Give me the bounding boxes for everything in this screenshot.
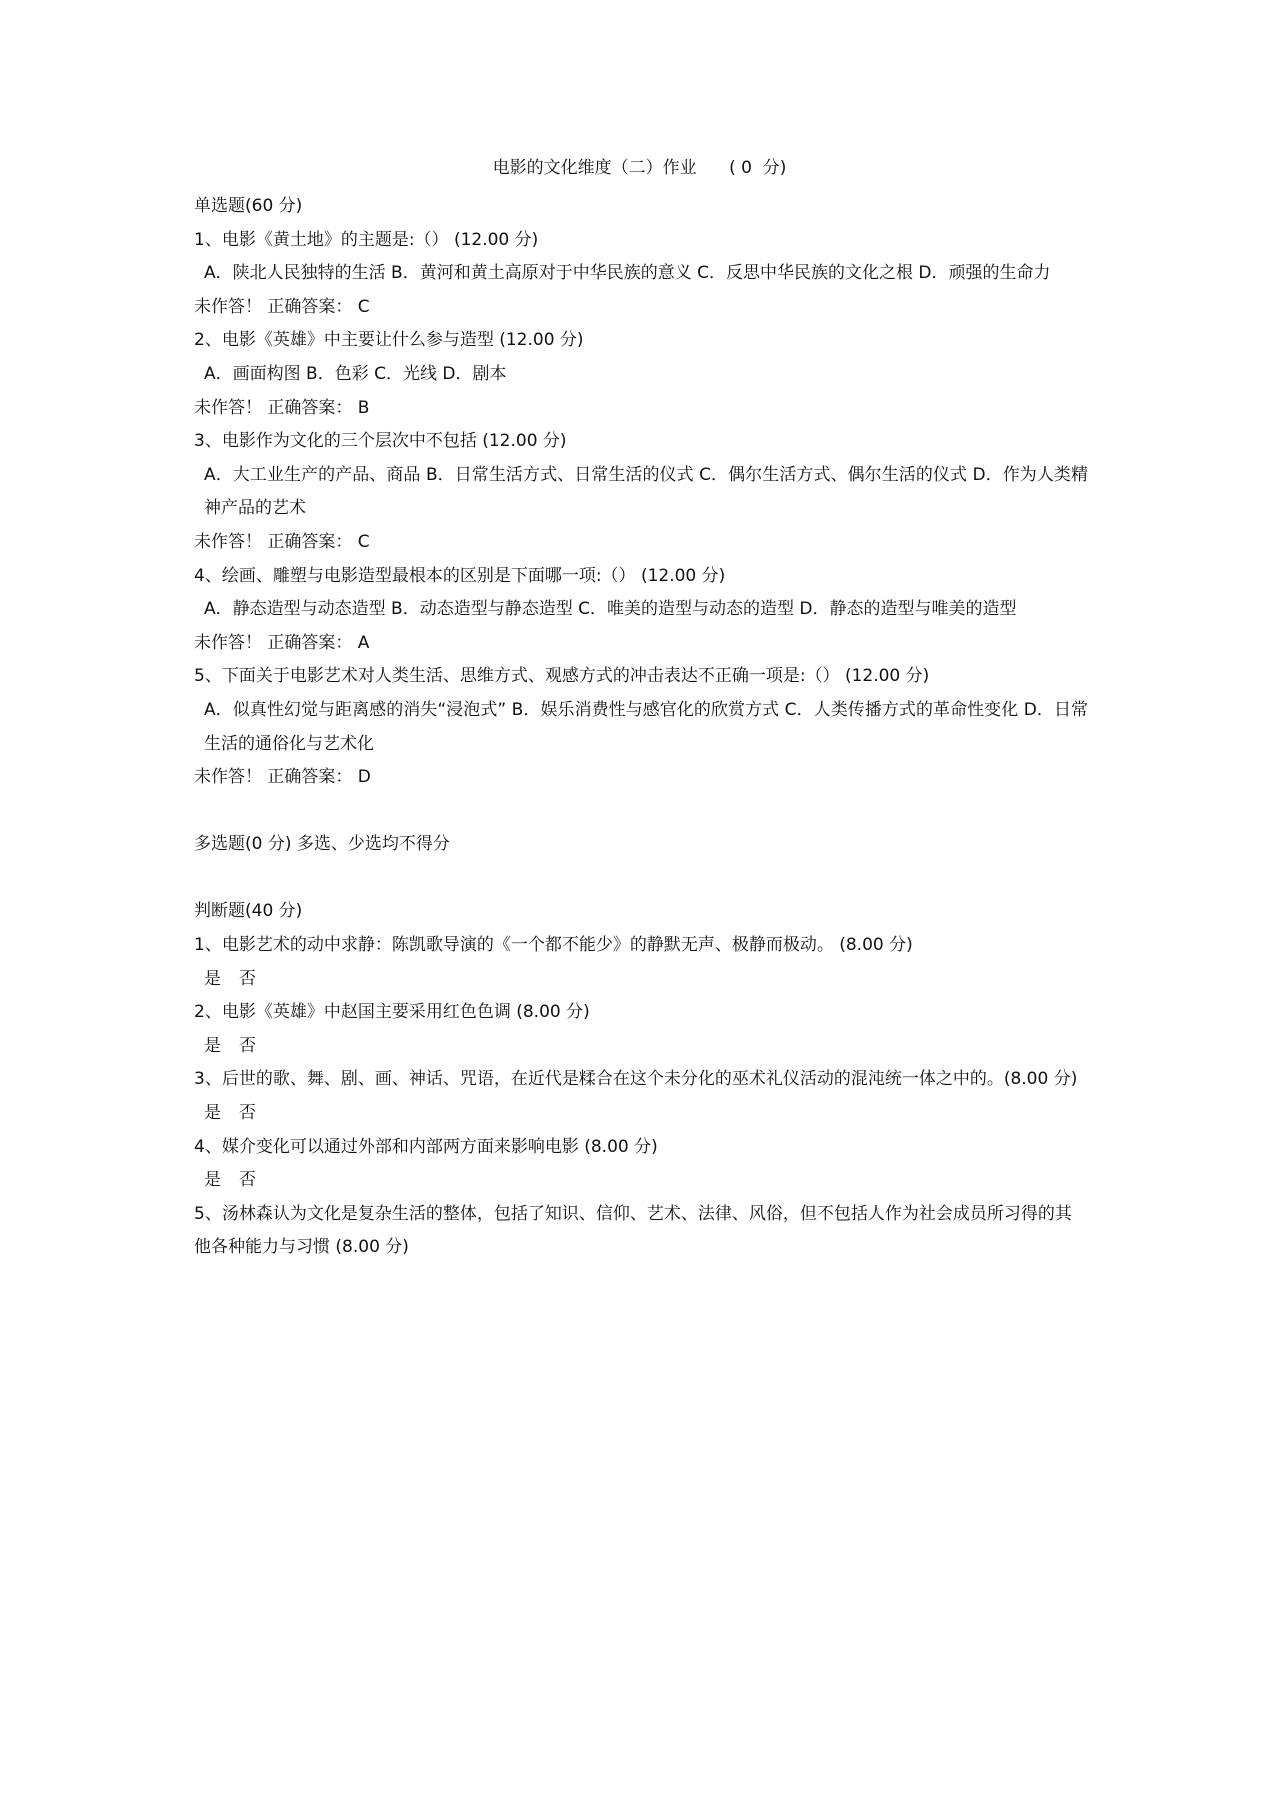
single-choice-heading: 单选题(60 分) (194, 196, 303, 216)
yes-option: 是 (204, 1170, 221, 1191)
yes-option: 是 (204, 968, 221, 989)
single-question-2: 2、电影《英雄》中主要让什么参与造型 (12.00 分) (194, 330, 584, 351)
judge-question-4: 4、媒介变化可以通过外部和内部两方面来影响电影 (8.00 分) (194, 1136, 658, 1157)
judge-question-3: 3、后世的歌、舞、剧、画、神话、咒语，在近代是糅合在这个未分化的巫术礼仪活动的混沌统一体之中的。(8.00 分) (194, 1069, 1078, 1090)
single-question-5-options: A．似真性幻觉与距离感的消失“浸泡式” B．娱乐消费性与感官化的欣赏方式 C．人类传播方式的革命性变化 D．日常生活的通俗化与艺术化 (204, 699, 1088, 754)
yes-option: 是 (204, 1103, 221, 1124)
single-question-4-options: A．静态造型与动态造型 B．动态造型与静态造型 C．唯美的造型与动态的造型 D．静态的造型与唯美的造型 (204, 599, 1017, 620)
single-question-2-answer: 未作答！ 正确答案： B (194, 397, 370, 418)
no-option: 否 (239, 1035, 256, 1056)
single-question-1-answer: 未作答！ 正确答案： C (194, 296, 370, 317)
section-spacer (194, 862, 1088, 896)
section-spacer (194, 795, 1088, 829)
no-option: 否 (239, 968, 256, 989)
single-question-1-options: A．陕北人民独特的生活 B．黄河和黄土高原对于中华民族的意义 C．反思中华民族的文化之根 D．顽强的生命力 (204, 263, 1051, 284)
judge-question-4-options (194, 1164, 1088, 1198)
yes-option: 是 (204, 1035, 221, 1056)
judge-question-5: 5、汤林森认为文化是复杂生活的整体，包括了知识、信仰、艺术、法律、风俗，但不包括人作为社会成员所习得的其他各种能力与习惯 (8.00 分) (194, 1203, 1072, 1258)
page-title: 电影的文化维度（二）作业 ( 0 分) (492, 158, 787, 178)
no-option: 否 (239, 1170, 256, 1191)
no-option: 否 (239, 1103, 256, 1124)
judge-question-1: 1、电影艺术的动中求静：陈凯歌导演的《一个都不能少》的静默无声、极静而极动。 (8.00 分) (194, 935, 913, 956)
judge-heading: 判断题(40 分) (194, 901, 303, 922)
single-question-5-answer: 未作答！ 正确答案： D (194, 767, 371, 788)
single-question-3-options: A．大工业生产的产品、商品 B．日常生活方式、日常生活的仪式 C．偶尔生活方式、偶尔生活的仪式 D．作为人类精神产品的艺术 (204, 464, 1088, 519)
judge-question-1-options (194, 963, 1088, 997)
single-question-2-options: A．画面构图 B．色彩 C．光线 D．剧本 (204, 363, 507, 384)
single-question-4-answer: 未作答！ 正确答案： A (194, 632, 370, 653)
judge-question-3-options (194, 1097, 1088, 1131)
single-question-5: 5、下面关于电影艺术对人类生活、思维方式、观感方式的冲击表达不正确一项是:（） (12.00 分) (194, 666, 930, 687)
single-question-4: 4、绘画、雕塑与电影造型最根本的区别是下面哪一项:（） (12.00 分) (194, 565, 726, 586)
judge-question-2: 2、电影《英雄》中赵国主要采用红色色调 (8.00 分) (194, 1002, 590, 1023)
document-body (194, 190, 1088, 1265)
single-question-3: 3、电影作为文化的三个层次中不包括 (12.00 分) (194, 431, 567, 452)
judge-question-2-options (194, 1030, 1088, 1064)
single-question-1: 1、电影《黄土地》的主题是:（） (12.00 分) (194, 229, 539, 250)
single-question-3-answer: 未作答！ 正确答案： C (194, 531, 370, 552)
multi-choice-heading: 多选题(0 分) 多选、少选均不得分 (194, 834, 450, 855)
